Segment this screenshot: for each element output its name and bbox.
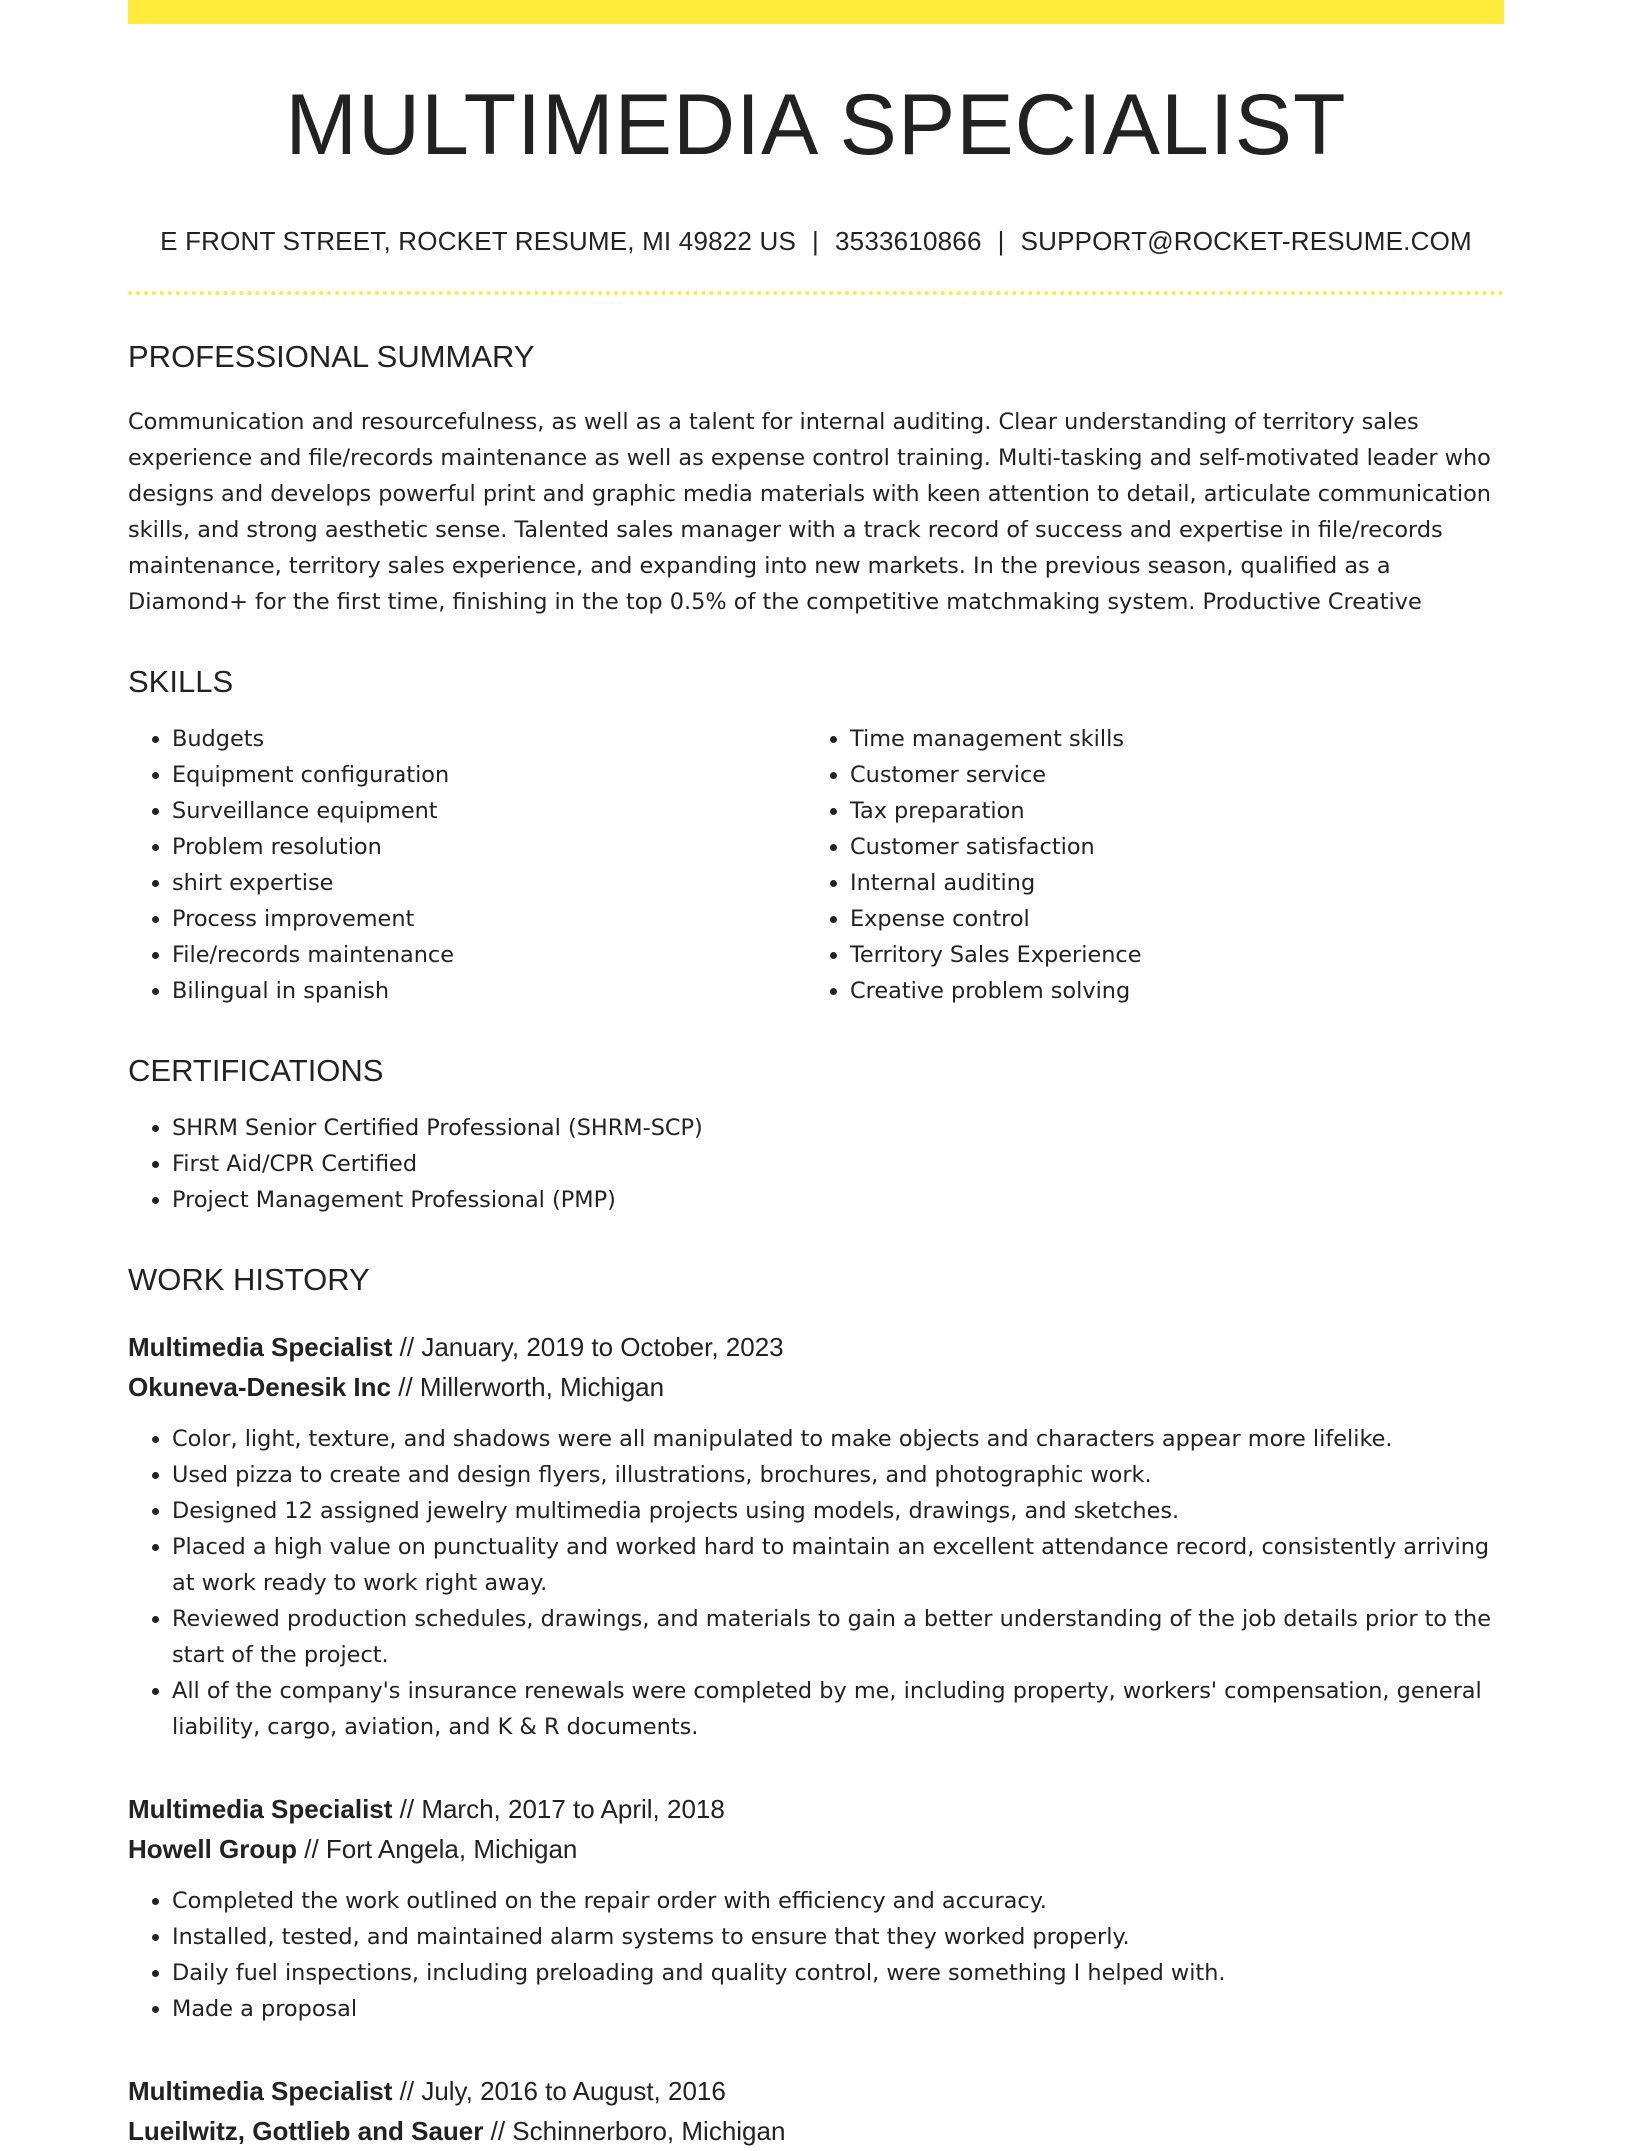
job-location: Schinnerboro, Michigan xyxy=(512,2116,786,2146)
accent-bar xyxy=(128,0,1504,24)
job-location: Fort Angela, Michigan xyxy=(325,1834,578,1864)
contact-phone: 3533610866 xyxy=(835,226,982,256)
summary-text: Communication and resourcefulness, as well as a talent for internal auditing. Clear understanding of territory sales experience and file/records maintenance as well as expense control training. Multi-tasking and self-motivated leader who designs and develops powerful print and graphic media materials with keen attention to detail, articulate communication skills, and strong aesthetic sense. Talented sales manager with a track record of success and expertise in file/records maintenance, territory sales experience, and expanding into new markets. In the previous season, qualified as a Diamond+ for the first time, finishing in the top 0.5% of the competitive matchmaking system. Productive Creative xyxy=(128,409,1491,615)
work-history-heading: WORK HISTORY xyxy=(128,1262,370,1297)
skill-item: • Creative problem solving xyxy=(850,973,1484,1009)
contact-line xyxy=(128,226,1504,257)
contact-separator: | xyxy=(997,226,1005,256)
job-dates: January, 2019 to October, 2023 xyxy=(421,1332,784,1362)
job-location: Millerworth, Michigan xyxy=(419,1372,665,1402)
skill-item: • Expense control xyxy=(850,901,1484,937)
job-dates: March, 2017 to April, 2018 xyxy=(421,1794,725,1824)
skill-item: • Equipment configuration xyxy=(172,757,806,793)
contact-email: SUPPORT@ROCKET-RESUME.COM xyxy=(1020,226,1472,256)
job-company: Howell Group xyxy=(128,1834,297,1864)
certifications-heading: CERTIFICATIONS xyxy=(128,1053,384,1088)
skill-item: • Customer satisfaction xyxy=(850,829,1484,865)
skill-item: • Problem resolution xyxy=(172,829,806,865)
header-divider xyxy=(128,291,1504,295)
job-title-line xyxy=(128,1789,1504,1829)
job-company-line xyxy=(128,1367,1504,1407)
resume-page xyxy=(128,0,1504,2151)
skill-item: • Internal auditing xyxy=(850,865,1484,901)
job-title-line xyxy=(128,1327,1504,1367)
job-bullet: • Reviewed production schedules, drawings, and materials to gain a better understanding of the job details prior to the start of the project. xyxy=(172,1601,1504,1673)
job-entry xyxy=(128,1789,1504,2027)
job-divider: // xyxy=(391,1372,420,1402)
job-bullet: • All of the company's insurance renewals were completed by me, including property, workers' compensation, general liability, cargo, aviation, and K & R documents. xyxy=(172,1673,1504,1745)
job-entry xyxy=(128,1327,1504,1745)
certification-item: • SHRM Senior Certified Professional (SHRM-SCP) xyxy=(172,1110,1504,1146)
job-role: Multimedia Specialist xyxy=(128,1332,393,1362)
job-divider: // xyxy=(297,1834,326,1864)
skill-item: • Process improvement xyxy=(172,901,806,937)
job-bullet: • Designed 12 assigned jewelry multimedia projects using models, drawings, and sketches. xyxy=(172,1493,1504,1529)
job-divider: // xyxy=(392,1794,422,1824)
job-divider: // xyxy=(392,1332,422,1362)
skills-columns xyxy=(128,721,1504,1009)
job-bullet: • Used pizza to create and design flyers, illustrations, brochures, and photographic work. xyxy=(172,1457,1504,1493)
skill-item: • Time management skills xyxy=(850,721,1484,757)
skill-item: • Surveillance equipment xyxy=(172,793,806,829)
skill-item: • Customer service xyxy=(850,757,1484,793)
certification-item: • Project Management Professional (PMP) xyxy=(172,1182,1504,1218)
job-company-line xyxy=(128,2111,1504,2151)
job-bullets xyxy=(128,1883,1504,2027)
skill-item: • Territory Sales Experience xyxy=(850,937,1484,973)
job-divider: // xyxy=(483,2116,513,2146)
job-bullet: • Made a proposal xyxy=(172,1991,1504,2027)
certification-item: • First Aid/CPR Certified xyxy=(172,1146,1504,1182)
job-role: Multimedia Specialist xyxy=(128,1794,393,1824)
job-bullet: • Installed, tested, and maintained alarm systems to ensure that they worked properly. xyxy=(172,1919,1504,1955)
job-bullet: • Placed a high value on punctuality and worked hard to maintain an excellent attendance record, consistently arriving at work ready to work right away. xyxy=(172,1529,1504,1601)
job-bullet: • Color, light, texture, and shadows were all manipulated to make objects and characters appear more lifelike. xyxy=(172,1421,1504,1457)
skill-item: • File/records maintenance xyxy=(172,937,806,973)
certifications-list xyxy=(128,1110,1504,1218)
job-entry xyxy=(128,2071,1504,2151)
skill-item: • Bilingual in spanish xyxy=(172,973,806,1009)
job-role: Multimedia Specialist xyxy=(128,2076,393,2106)
summary-heading: PROFESSIONAL SUMMARY xyxy=(128,339,535,374)
job-dates: July, 2016 to August, 2016 xyxy=(421,2076,726,2106)
skills-list-right xyxy=(806,721,1484,1009)
contact-separator: | xyxy=(812,226,819,256)
contact-address: E FRONT STREET, ROCKET RESUME, MI 49822 US xyxy=(160,226,797,256)
job-bullet: • Completed the work outlined on the repair order with efficiency and accuracy. xyxy=(172,1883,1504,1919)
job-title-line xyxy=(128,2071,1504,2111)
job-bullet: • Daily fuel inspections, including preloading and quality control, were something I helped with. xyxy=(172,1955,1504,1991)
job-company: Lueilwitz, Gottlieb and Sauer xyxy=(128,2116,484,2146)
skill-item: • Tax preparation xyxy=(850,793,1484,829)
resume-name: MULTIMEDIA SPECIALIST xyxy=(285,77,1347,173)
job-bullets xyxy=(128,1421,1504,1745)
job-company-line xyxy=(128,1829,1504,1869)
job-divider: // xyxy=(392,2076,422,2106)
job-company: Okuneva-Denesik Inc xyxy=(128,1372,391,1402)
skills-list-left xyxy=(128,721,806,1009)
skills-heading: SKILLS xyxy=(128,664,234,699)
skill-item: • shirt expertise xyxy=(172,865,806,901)
skill-item: • Budgets xyxy=(172,721,806,757)
